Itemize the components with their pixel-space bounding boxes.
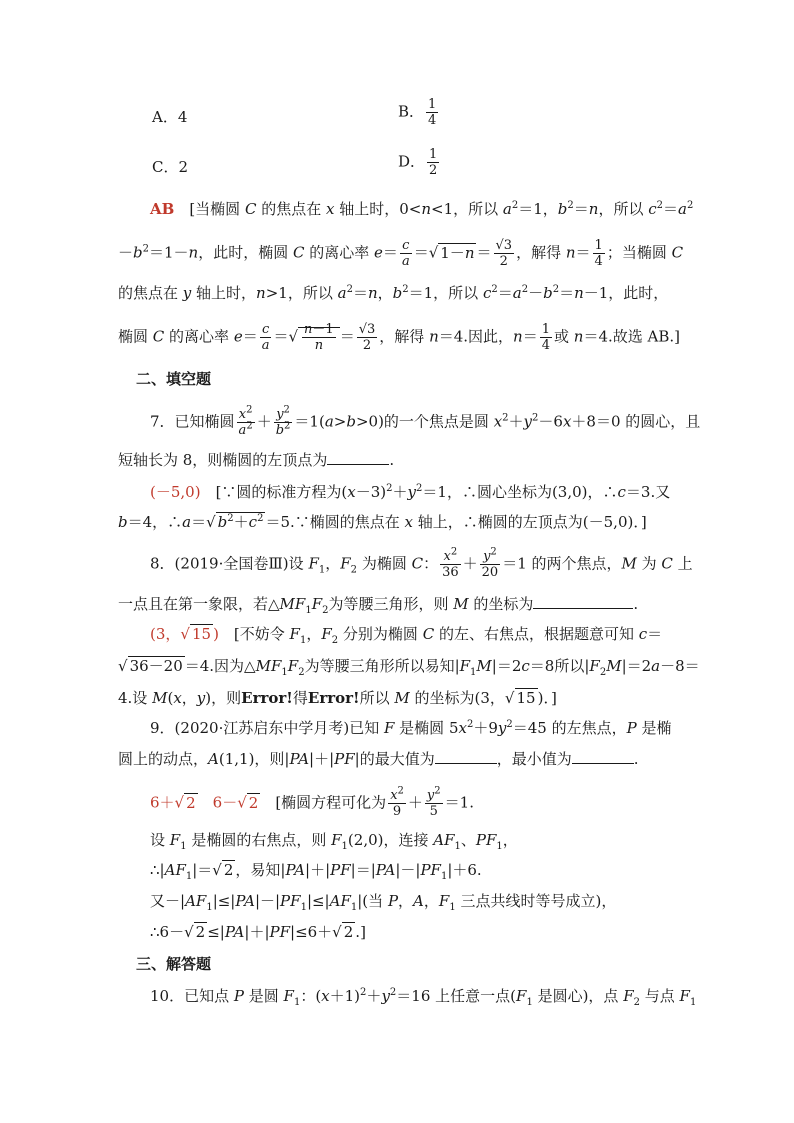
q7-solution-line1: (－5,0) [∵圆的标准方程为$(x-3)^2+y^2=1$，∴圆心坐标为(3,0)，∴c＝3.又 bbox=[150, 483, 671, 501]
q8-line1: 8．(2019·全国卷Ⅲ)设 $F_1$，$F_2$ 为椭圆 C： $\frac{x^2}{36}$ ＋ $\frac{y^2}{20}$ ＝1 的两个焦点，M 为 C 上 bbox=[150, 546, 693, 580]
q8-line2: 一点且在第一象限，若$\triangle MF_1F_2$为等腰三角形，则 M 的坐标为 . bbox=[118, 595, 639, 616]
q9-solution-line3: $\therefore|AF_1|=√$ 2 ，易知$|PA|+|PF|=|PA|-|PF_1|+6$. bbox=[150, 861, 482, 882]
q8-solution-line3: 4.设 M(x，y)，则Error!得Error!所以 M 的坐标为(3，√ 15 )．] bbox=[118, 689, 557, 707]
q9-line1: 9．(2020·江苏启东中学月考)已知 F 是椭圆 $5x^2+9y^2=45$ 的左焦点，P 是椭 bbox=[150, 719, 672, 737]
q6-solution-line4: 椭圆 C 的离心率 e＝ $\frac{c}{a}$ ＝√ $\frac{n-1}{n}$ ＝ $\frac{√3}{2}$ ，解得 n＝4.因此，n＝ $\frac{1}{4}$ 或 n＝4.故选 AB.] bbox=[118, 322, 681, 353]
q9-solution-line5: ∴6－√ 2 ≤|PA|＋|PF|≤6＋√ 2 .] bbox=[150, 923, 366, 941]
q8-solution-line1: (3，√ 15 ) [不妨令 $F_1$，$F_2$ 分别为椭圆 C 的左、右焦点，根据题意可知 c＝ bbox=[150, 625, 663, 646]
section-title: 三、解答题 bbox=[136, 955, 212, 973]
option-d: D． $\frac{1}{2}$ bbox=[398, 147, 438, 178]
q6-solution-line3: 的焦点在 y 轴上时，n>1，所以 $a^2=n$，$b^2=1$，所以 $c^2=a^2-b^2=n-1$，此时， bbox=[118, 284, 669, 302]
option-b: B． $\frac{1}{4}$ bbox=[398, 97, 437, 128]
q6-solution-line2: $-b^2=1-n$，此时，椭圆 C 的离心率 e＝ $\frac{c}{a}$ ＝√ 1－n ＝ $\frac{√3}{2}$ ，解得 n＝ $\frac{1}{4}$ ；当椭圆 C bbox=[118, 238, 684, 269]
section-title: 二、填空题 bbox=[136, 370, 212, 388]
q8-solution-line2: √ 36－20 ＝4.因为$\triangle MF_1F_2$为等腰三角形所以易知$|F_1M|=2c=8$所以$|F_2M|=2a-8=$ bbox=[118, 657, 700, 678]
q9-solution-line1: 6＋√ 2 6－√ 2 [椭圆方程可化为 $\frac{x^2}{9}$ ＋ $\frac{y^2}{5}$ ＝1. bbox=[150, 785, 474, 819]
q9-solution-line2: 设 $F_1$ 是椭圆的右焦点，则 $F_1(2,0)$，连接 $AF_1$、$PF_1$， bbox=[150, 831, 518, 852]
q7-line2: 短轴长为 8，则椭圆的左顶点为 . bbox=[118, 451, 395, 469]
q9-line2: 圆上的动点，A(1,1)，则|PA|＋|PF|的最大值为 ，最小值为 . bbox=[118, 750, 639, 768]
option-a: A．4 bbox=[152, 108, 188, 126]
q9-solution-line4: 又$-|AF_1|\le|PA|-|PF_1|\le|AF_1|$(当 P，A，$F_1$ 三点共线时等号成立)， bbox=[150, 892, 617, 913]
q10-line1: 10．已知点 P 是圆 $F_1$：$(x+1)^2+y^2=16$ 上任意一点($F_1$ 是圆心)，点 $F_2$ 与点 $F_1$ bbox=[150, 987, 697, 1008]
q7-line1: 7．已知椭圆 $\frac{x^2}{a^2}$ ＋ $\frac{y^2}{b^2}$ ＝1(a>b>0)的一个焦点是圆 $x^2+y^2-6x+8=0$ 的圆心，且 bbox=[150, 404, 701, 438]
q7-solution-line2: b＝4，∴a＝√ $b^2+c^2$ ＝5.∵椭圆的焦点在 x 轴上，∴椭圆的左顶点为(－5,0)．] bbox=[118, 513, 647, 531]
q6-solution-line1: AB [当椭圆 C 的焦点在 x 轴上时，0<n<1，所以 $a^2=1$，$b^2=n$，所以 $c^2=a^2$ bbox=[150, 200, 694, 218]
option-c: C．2 bbox=[152, 158, 189, 176]
